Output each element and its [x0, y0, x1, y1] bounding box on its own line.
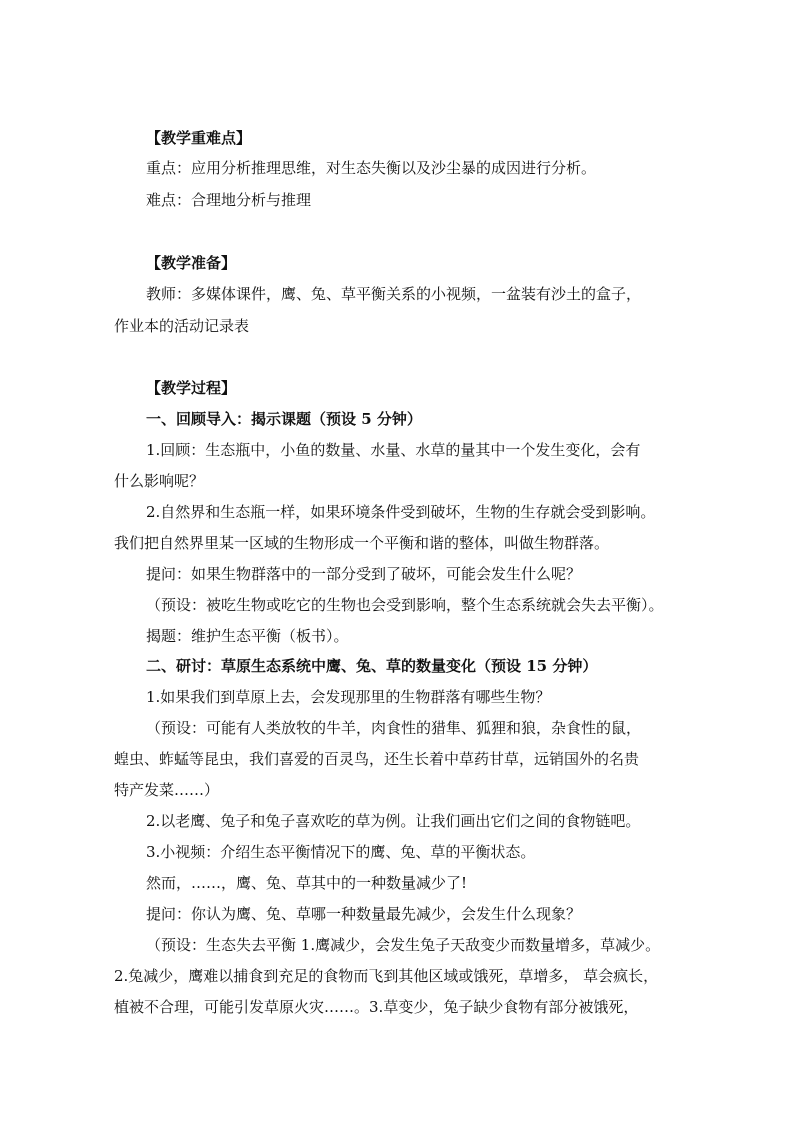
paragraph-2-line-2: 我们把自然界里某一区域的生物形成一个平衡和谐的整体，叫做生物群落。 — [114, 534, 610, 552]
paragraph-1-line-1: 1.回顾：生态瓶中，小鱼的数量、水量、水草的量其中一个发生变化，会有 — [146, 441, 641, 459]
question-1-answer-line-3: 特产发菜……） — [114, 781, 220, 799]
question-4: 然而，……，鹰、兔、草其中的一种数量减少了! — [146, 874, 468, 892]
section-2-title: 二、研讨：草原生态系统中鹰、兔、草的数量变化（预设 15 分钟） — [146, 657, 598, 675]
preparation-line-2: 作业本的活动记录表 — [114, 317, 250, 335]
question-5: 提问：你认为鹰、兔、草哪一种数量最先减少，会发生什么现象？ — [146, 905, 582, 923]
process-heading: 【教学过程】 — [146, 379, 237, 397]
key-point: 重点：应用分析推理思维，对生态失衡以及沙尘暴的成因进行分析。 — [146, 159, 597, 177]
paragraph-5: 揭题：维护生态平衡（板书）。 — [146, 627, 349, 645]
question-5-answer-line-2: 2.兔减少，鹰难以捕食到充足的食物而飞到其他区域或饿死，草增多， 草会疯长， — [114, 967, 659, 985]
section-1-title: 一、回顾导入：揭示课题（预设 5 分钟） — [146, 410, 422, 428]
preparation-heading: 【教学准备】 — [146, 254, 237, 272]
question-5-answer-line-3: 植被不合理，可能引发草原火灾……。3.草变少，兔子缺少食物有部分被饿死， — [114, 998, 639, 1016]
paragraph-2-line-1: 2.自然界和生态瓶一样，如果环境条件受到破坏，生物的生存就会受到影响。 — [146, 503, 656, 521]
difficulty-heading: 【教学重难点】 — [146, 129, 252, 147]
paragraph-1-line-2: 什么影响呢？ — [114, 472, 205, 490]
paragraph-3: 提问：如果生物群落中的一部分受到了破坏，可能会发生什么呢？ — [146, 565, 582, 583]
question-1-answer-line-2: 蝗虫、蚱蜢等昆虫，我们喜爱的百灵鸟，还生长着中草药甘草，远销国外的名贵 — [114, 750, 640, 768]
paragraph-4: （预设：被吃生物或吃它的生物也会受到影响，整个生态系统就会失去平衡）。 — [146, 596, 664, 614]
preparation-line-1: 教师：多媒体课件，鹰、兔、草平衡关系的小视频，一盆装有沙土的盒子， — [146, 285, 642, 303]
question-2: 2.以老鹰、兔子和兔子喜欢吃的草为例。让我们画出它们之间的食物链吧。 — [146, 812, 641, 830]
question-5-answer-line-1: （预设：生态失去平衡 1.鹰减少，会发生兔子天敌变少而数量增多，草减少。 — [146, 936, 661, 954]
question-3: 3.小视频：介绍生态平衡情况下的鹰、兔、草的平衡状态。 — [146, 843, 536, 861]
question-1-answer-line-1: （预设：可能有人类放牧的牛羊，肉食性的猎隼、狐狸和狼，杂食性的鼠， — [146, 719, 642, 737]
question-1: 1.如果我们到草原上去，会发现那里的生物群落有哪些生物？ — [146, 688, 551, 706]
hard-point: 难点：合理地分析与推理 — [146, 191, 312, 209]
